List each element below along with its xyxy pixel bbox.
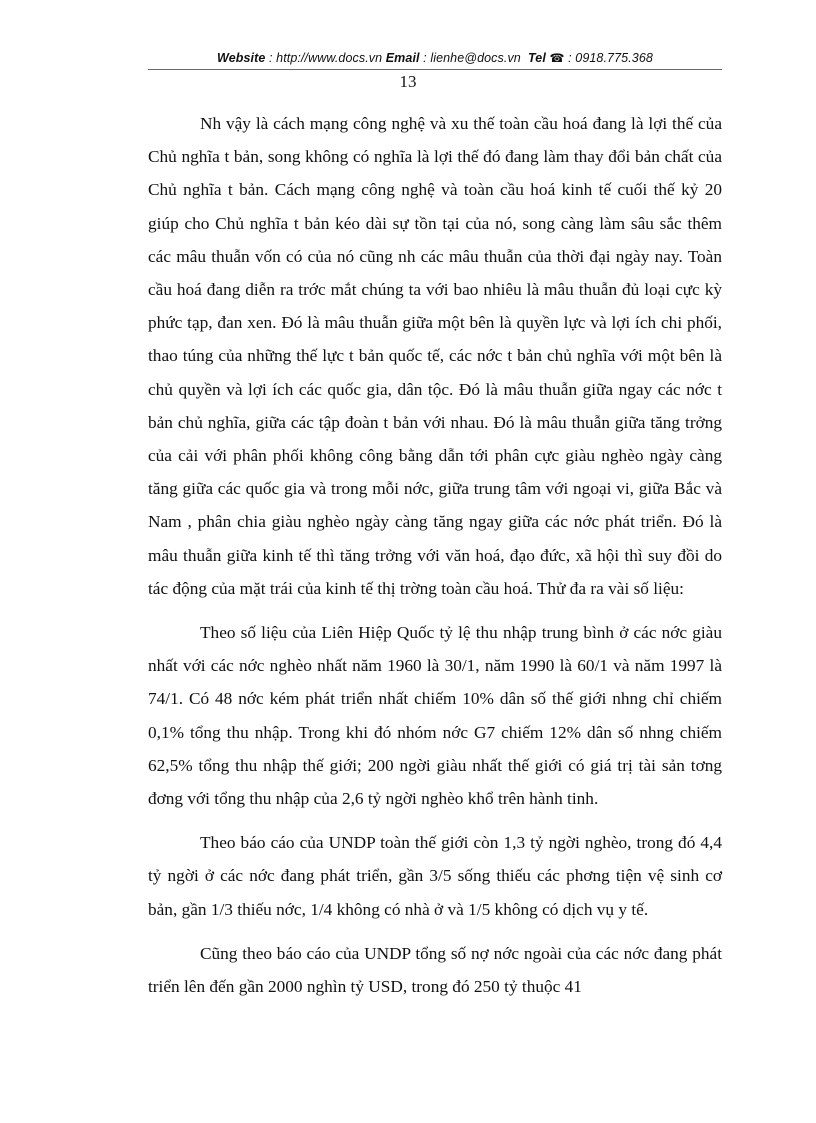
website-url[interactable]: http://www.docs.vn [276,51,383,65]
page-number: 13 [399,72,417,91]
website-label: Website [217,51,266,65]
tel-label: Tel [528,51,546,65]
paragraph: Theo số liệu của Liên Hiệp Quốc tỷ lệ thu nhập trung bình ở các nớc giàu nhất với các nớc nghèo nhất năm 1960 là 30/1, năm 1990 là 60/1 và năm 1997 là 74/1. Có 48 nớc kém phát triển nhất chiếm 10% dân số thế giới nhng chỉ chiếm 0,1% tổng thu nhập. Trong khi đó nhóm nớc G7 chiếm 12% dân số nhng chiếm 62,5% tổng thu nhập thế giới; 200 ngời giàu nhất thế giới có giá trị tài sản tơng đơng với tổng thu nhập của 2,6 tỷ ngời nghèo khổ trên hành tinh. [148,623,722,809]
email-label: Email [385,51,420,65]
page-header [148,51,722,65]
header-divider [148,69,722,70]
tel-separator: : [564,51,576,65]
website-separator: : [265,51,277,65]
body-text [148,107,722,1014]
email-separator: : [419,51,431,65]
paragraph: Cũng theo báo cáo của UNDP tổng số nợ nớc ngoài của các nớc đang phát triển lên đến gần 2000 nghìn tỷ USD, trong đó 250 tỷ thuộc 41 [148,943,722,997]
tel-number: 0918.775.368 [575,51,653,65]
paragraph: Nh vậy là cách mạng công nghệ và xu thế toàn cầu hoá đang là lợi thế của Chủ nghĩa t bản, song không có nghĩa là lợi thế đó đang làm thay đổi bản chất của Chủ nghĩa t bản. Cách mạng công nghệ và toàn cầu hoá kinh tế cuối thế kỷ 20 giúp cho Chủ nghĩa t bản kéo dài sự tồn tại của nó, song càng làm sâu sắc thêm các mâu thuẫn vốn có của nó cũng nh các mâu thuẫn của thời đại ngày nay. Toàn cầu hoá đang diễn ra trớc mắt chúng ta với bao nhiêu là mâu thuẫn đủ loại cực kỳ phức tạp, đan xen. Đó là mâu thuẫn giữa một bên là quyền lực và lợi ích chi phối, thao túng của những thế lực t bản quốc tế, các nớc t bản chủ nghĩa với một bên là chủ quyền và lợi ích các quốc gia, dân tộc. Đó là mâu thuẫn giữa ngay các nớc t bản chủ nghĩa, giữa các tập đoàn t bản với nhau. Đó là mâu thuẫn giữa tăng trởng của cải với phân phối không công bằng dẫn tới phân cực giàu nghèo ngày càng tăng giữa các quốc gia và trong mỗi nớc, giữa trung tâm với ngoại vi, giữa Bắc và Nam , phân chia giàu nghèo ngày càng tăng ngay giữa các nớc phát triển. Đó là mâu thuẫn giữa kinh tế thì tăng trởng với văn hoá, đạo đức, xã hội thì suy đồi do tác động của mặt trái của kinh tế thị trờng toàn cầu hoá. Thử đa ra vài số liệu: [148,114,722,598]
email-address[interactable]: lienhe@docs.vn [430,51,521,65]
telephone-icon: ☎ [549,51,565,65]
paragraph: Theo báo cáo của UNDP toàn thế giới còn 1,3 tỷ ngời nghèo, trong đó 4,4 tỷ ngời ở các nớc đang phát triển, gần 3/5 sống thiếu các phơng tiện vệ sinh cơ bản, gần 1/3 thiếu nớc, 1/4 không có nhà ở và 1/5 không có dịch vụ y tế. [148,833,722,919]
